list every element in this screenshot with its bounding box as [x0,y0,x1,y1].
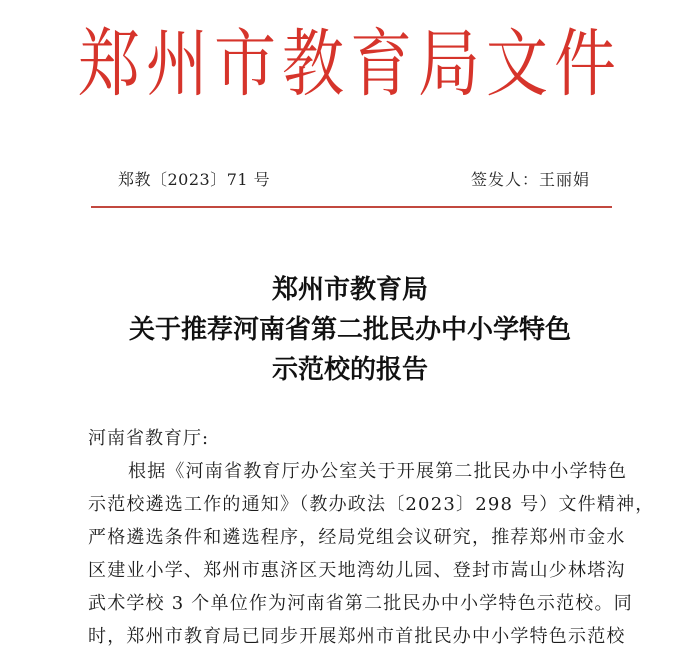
paragraph-line: 区建业小学、郑州市惠济区天地湾幼儿园、登封市嵩山少林塔沟 [88,560,626,581]
document-title [0,270,700,390]
paragraph-line: 根据《河南省教育厅办公室关于开展第二批民办中小学特色 [128,461,628,482]
salutation: 河南省教育厅: [88,428,210,449]
masthead-title: 郑州市教育局文件 [77,20,622,107]
document-number: 郑教〔2023〕71 号 [118,170,271,189]
document-body [88,422,655,653]
red-divider-line [91,206,612,208]
title-line-issuer: 郑州市教育局 [271,275,428,305]
paragraph-line: 时，郑州市教育局已同步开展郑州市首批民办中小学特色示范校 [88,626,626,647]
document-header-row [118,166,590,194]
title-line-subject: 关于推荐河南省第二批民办中小学特色 [128,315,571,345]
title-line-subject-cont: 示范校的报告 [271,355,428,385]
signer-label: 签发人：王丽娟 [470,170,590,189]
paragraph-line: 武术学校 3 个单位作为河南省第二批民办中小学特色示范校。同 [88,593,633,614]
paragraph-line: 严格遴选条件和遴选程序，经局党组会议研究，推荐郑州市金水 [88,527,626,548]
paragraph-line: 示范校遴选工作的通知》（教办政法〔2023〕298 号）文件精神， [88,494,655,515]
